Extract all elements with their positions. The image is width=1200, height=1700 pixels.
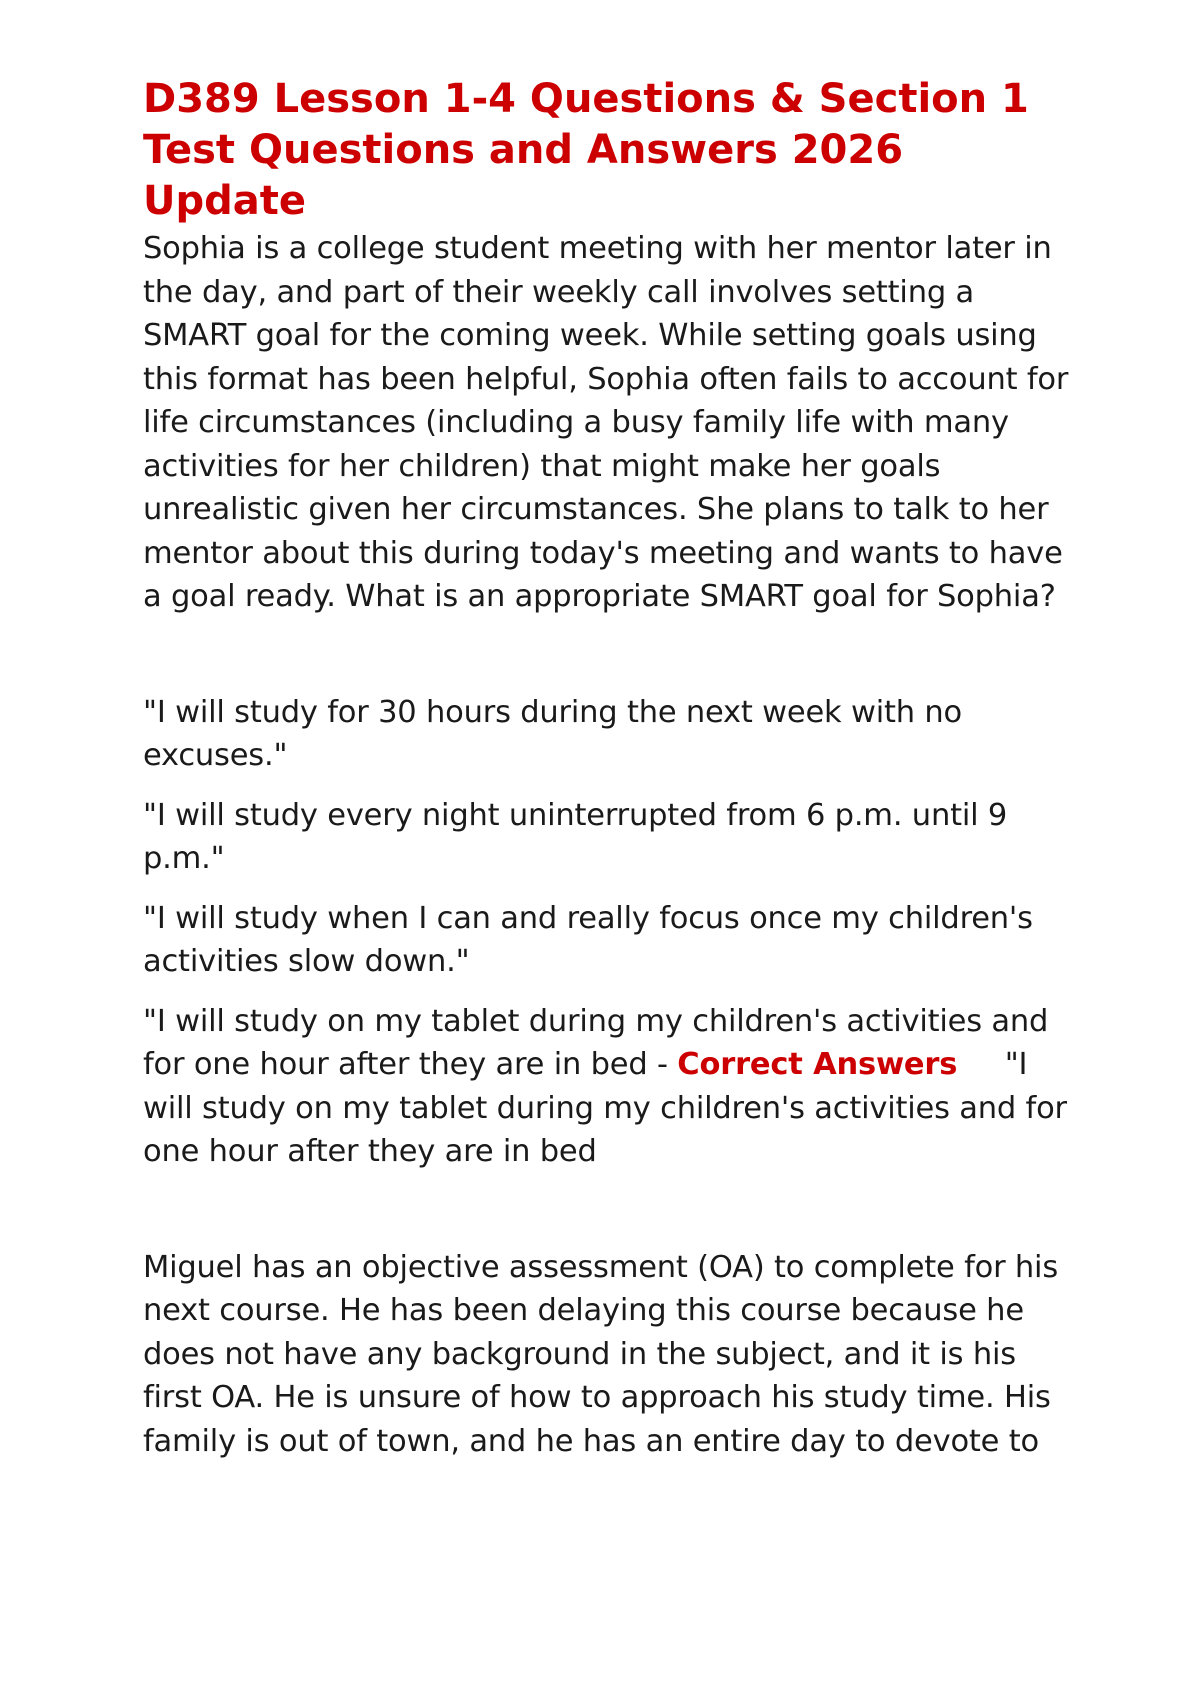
answer-option-text: "I will study on my tablet during my children's activities and for one hour after they are in bed - [143,1003,1049,1082]
answer-option: "I will study for 30 hours during the next week with no excuses." [143,694,962,773]
correct-answer-text: "I will study on my tablet during my children's activities and for one hour after they are in bed [143,1047,1067,1169]
document-title: D389 Lesson 1-4 Questions & Section 1 Test Questions and Answers 2026 Update [143,76,1029,224]
answer-option: "I will study every night uninterrupted from 6 p.m. until 9 p.m." [143,797,1008,876]
answer-separator [957,1047,1004,1082]
question-text: Miguel has an objective assessment (OA) to complete for his next course. He has been delaying this course because he does not have any background in the subject, and it is his first OA. He is unsure of how to approach his study time. His family is out of town, and he has an entire day to devote to [143,1249,1059,1459]
document-page [143,74,1073,1463]
answer-option: "I will study when I can and really focus once my children's activities slow down." [143,900,1033,979]
answer-option-correct [143,1000,1073,1174]
correct-answers-label: Correct Answers [677,1047,958,1082]
question-text: Sophia is a college student meeting with her mentor later in the day, and part of their weekly call involves setting a SMART goal for the coming week. While setting goals using this format has been helpful, Sophia often fails to account for life circumstances (including a busy family life with many activities for her children) that might make her goals unrealistic given her circumstances. She plans to talk to her mentor about this during today's meeting and wants to have a goal ready. What is an appropriate SMART goal for Sophia? [143,231,1069,614]
answer-options [143,691,1073,1174]
